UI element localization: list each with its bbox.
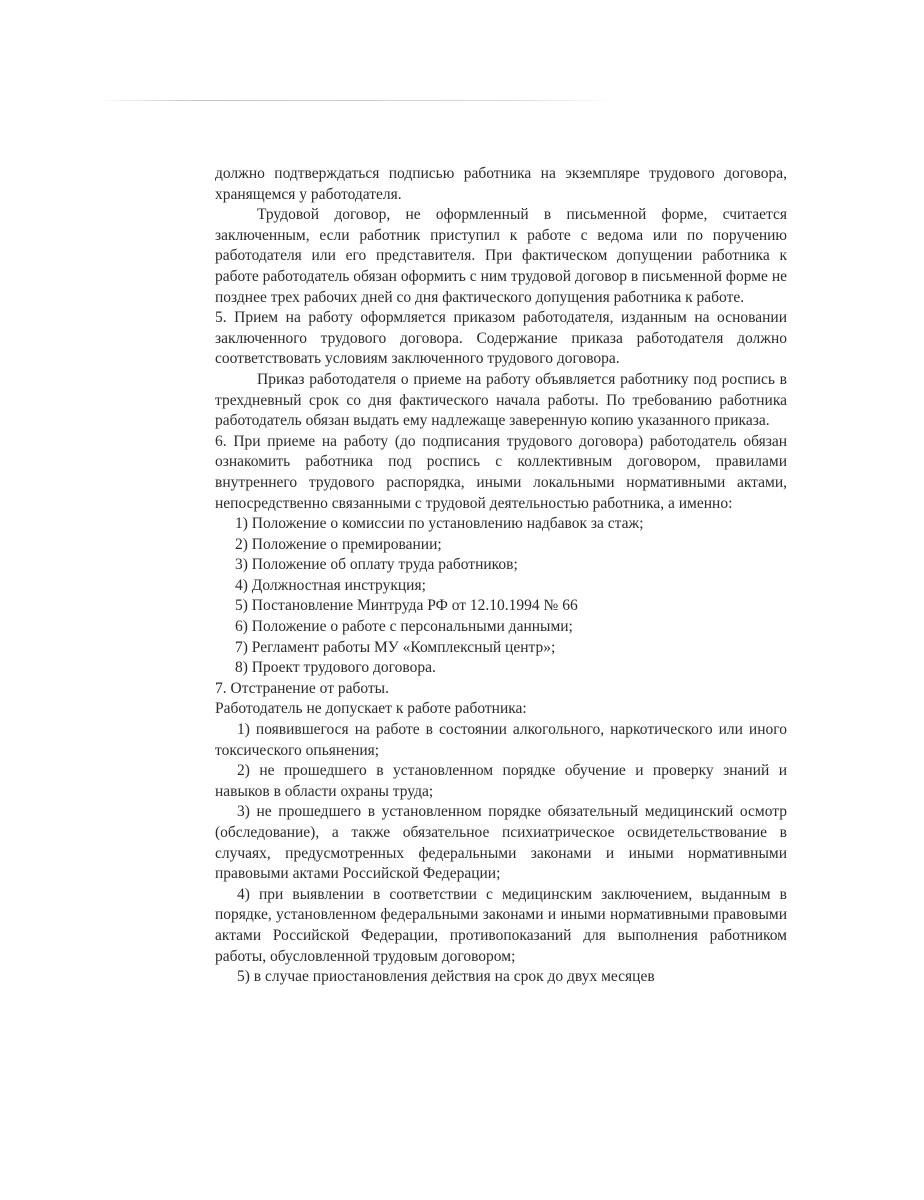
list-item: 1) Положение о комиссии по установлению надбавок за стаж; <box>235 515 644 533</box>
list-item: 6) Положение о работе с персональными данными; <box>235 618 573 636</box>
paragraph-order-announcement: Приказ работодателя о приеме на работу объявляется работнику под роспись в трехдневный срок со дня фактического начала работы. По требованию работника работодатель обязан выдать ему надлежаще заверенную копию указанного приказа. <box>215 370 787 430</box>
scan-edge-line <box>95 100 615 101</box>
list-item: 2) Положение о премировании; <box>235 535 442 553</box>
condition-item: 4) при выявлении в соответствии с медицинским заключением, выданным в порядке, установленном федеральными законами и иными нормативными правовыми актами Российской Федерации, противопоказаний для выполнения работником работы, обусловленной трудовым договором; <box>215 885 787 965</box>
paragraph-section-5: 5. Прием на работу оформляется приказом работодателя, изданным на основании заключенного трудового договора. Содержание приказа работодателя должно соответствовать условиям заключенного трудового договора. <box>215 309 787 368</box>
paragraph-unwritten-contract: Трудовой договор, не оформленный в письменной форме, считается заключенным, если работник приступил к работе с ведома или по поручению работодателя или его представителя. При фактическом допущении работника к работе работодатель обязан оформить с ним трудовой договор в письменной форме не позднее трех рабочих дней со дня фактического допущения работника к работе. <box>215 206 787 306</box>
section-7-heading: 7. Отстранение от работы. <box>215 679 389 697</box>
condition-item: 2) не прошедшего в установленном порядке обучение и проверку знаний и навыков в области охраны труда; <box>215 762 787 800</box>
condition-item: 5) в случае приостановления действия на срок до двух месяцев <box>237 968 655 986</box>
list-item: 3) Положение об оплату труда работников; <box>235 556 518 574</box>
document-body <box>215 164 787 988</box>
paragraph-signature-note: должно подтверждаться подписью работника на экземпляре трудового договора, хранящемся у работодателя. <box>215 165 787 203</box>
list-item: 4) Должностная инструкция; <box>235 576 426 594</box>
list-item: 5) Постановление Минтруда РФ от 12.10.1994 № 66 <box>235 597 578 615</box>
section-7-intro: Работодатель не допускает к работе работника: <box>215 700 527 718</box>
condition-item: 3) не прошедшего в установленном порядке обязательный медицинский осмотр (обследование), а также обязательное психиатрическое освидетельствование в случаях, предусмотренных федеральными законами и иными нормативными правовыми актами Российской Федерации; <box>215 803 787 883</box>
documents-list <box>215 514 787 679</box>
list-item: 8) Проект трудового договора. <box>235 659 436 677</box>
list-item: 7) Регламент работы МУ «Комплексный центр»; <box>235 638 556 656</box>
condition-item: 1) появившегося на работе в состоянии алкогольного, наркотического или иного токсического опьянения; <box>215 721 787 759</box>
paragraph-section-6: 6. При приеме на работу (до подписания трудового договора) работодатель обязан ознакомить работника под роспись с коллективным договором, правилами внутреннего трудового распорядка, иными локальными нормативными актами, непосредственно связанными с трудовой деятельностью работника, а именно: <box>215 432 787 512</box>
